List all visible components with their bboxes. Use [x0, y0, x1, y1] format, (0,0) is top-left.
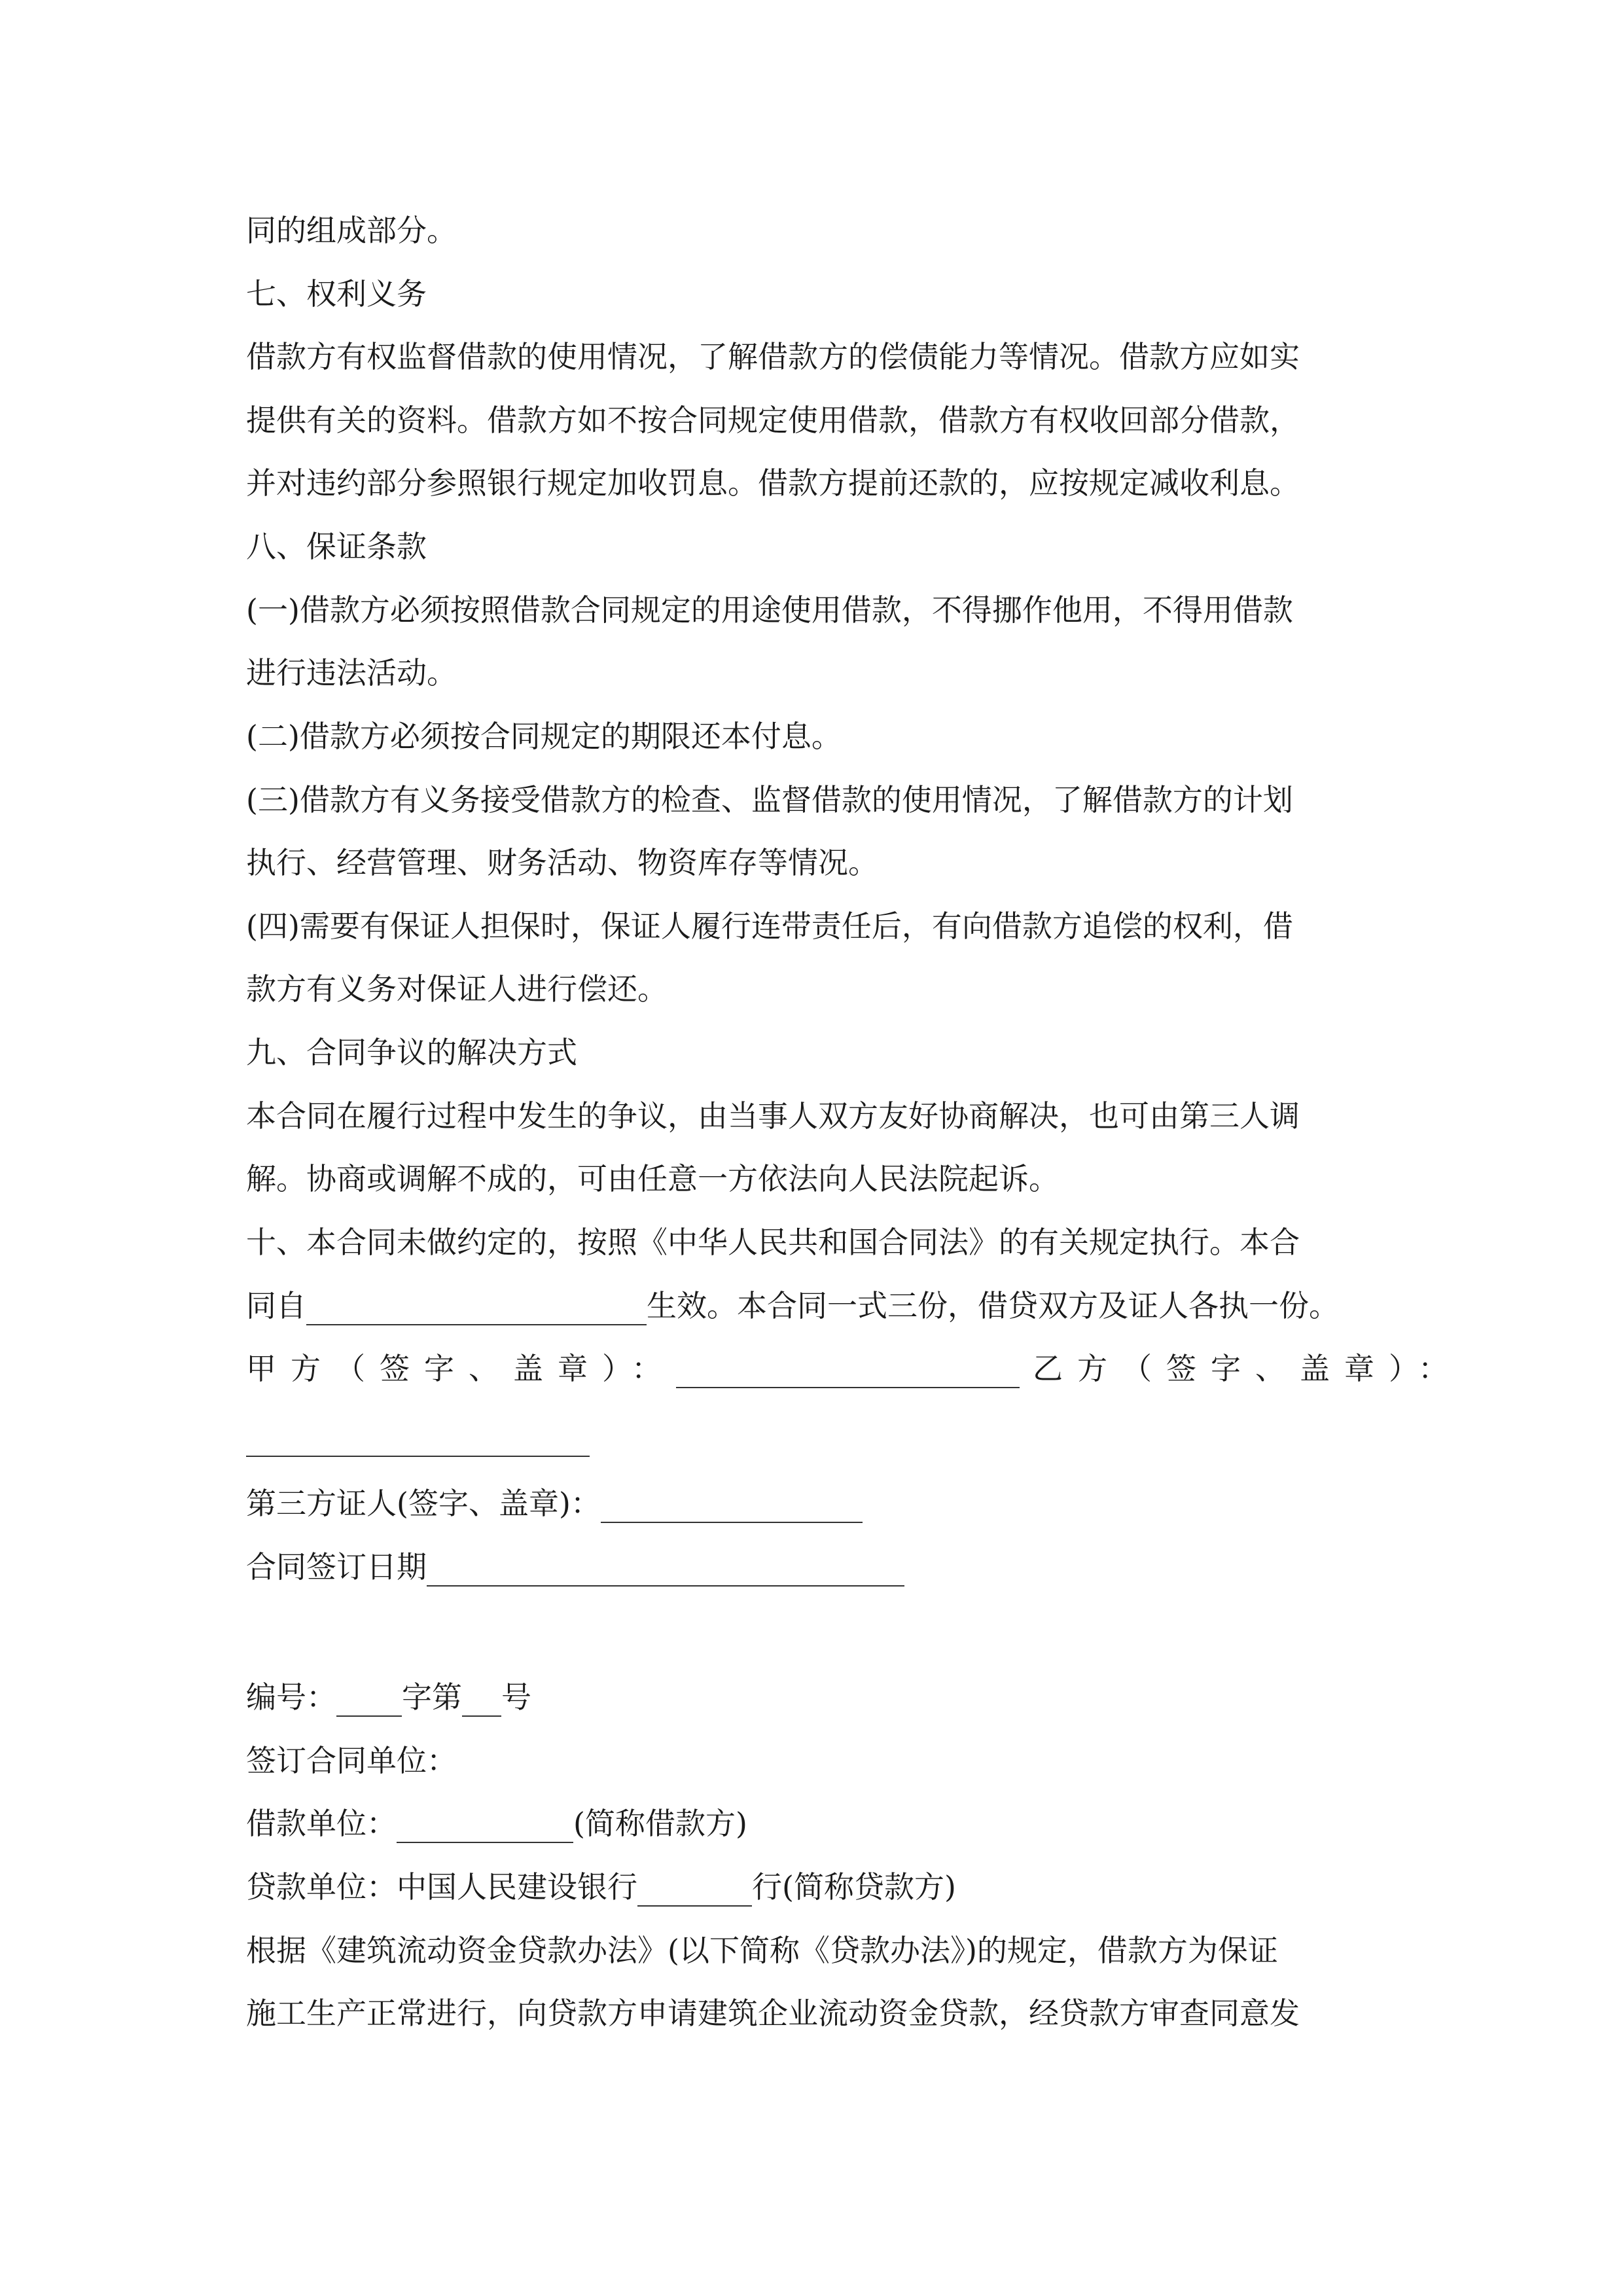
number-blank[interactable] — [462, 1685, 501, 1717]
sign-date-blank[interactable] — [427, 1555, 904, 1587]
paragraph-line: (二)借款方必须按合同规定的期限还本付息。 — [246, 719, 842, 754]
contract-number-line — [246, 1677, 1398, 1717]
third-party-line — [246, 1484, 1398, 1523]
effective-date-blank[interactable] — [306, 1294, 647, 1325]
third-party-label: 第三方证人(签字、盖章)： — [246, 1486, 601, 1521]
number-word-blank[interactable] — [336, 1685, 402, 1717]
party-a-label: 甲方（签字、盖章）： — [246, 1351, 676, 1386]
paragraph-line: 借款方有权监督借款的使用情况，了解借款方的偿债能力等情况。借款方应如实 — [246, 339, 1300, 374]
paragraph-line: (一)借款方必须按照借款合同规定的用途使用借款，不得挪作他用，不得用借款 — [246, 592, 1293, 628]
paragraph-line: 执行、经营管理、财务活动、物资库存等情况。 — [246, 845, 878, 880]
party-a-signature-blank[interactable] — [676, 1357, 1020, 1388]
lender-suffix: 行(简称贷款方) — [752, 1869, 956, 1905]
third-party-signature-blank[interactable] — [601, 1492, 863, 1523]
number-mid: 字第 — [402, 1679, 462, 1715]
number-suffix: 号 — [501, 1679, 531, 1715]
paragraph-line: 解。协商或调解不成的，可由任意一方依法向人民法院起诉。 — [246, 1161, 1059, 1196]
paragraph-line: 提供有关的资料。借款方如不按合同规定使用借款，借款方有权收回部分借款， — [246, 403, 1300, 438]
party-b-signature-blank[interactable] — [246, 1456, 590, 1457]
paragraph-line: 本合同在履行过程中发生的争议，由当事人双方友好协商解决，也可由第三人调 — [246, 1098, 1300, 1134]
section-7-heading: 七、权利义务 — [246, 276, 427, 312]
lender-label: 贷款单位：中国人民建设银行 — [246, 1869, 637, 1905]
signing-units-heading: 签订合同单位： — [246, 1743, 457, 1778]
party-b-label: 乙方（签字、盖章）： — [1033, 1351, 1463, 1386]
sign-date-line — [246, 1547, 1398, 1587]
borrower-suffix: (简称借款方) — [573, 1806, 747, 1841]
paragraph-line: (四)需要有保证人担保时，保证人履行连带责任后，有向借款方追偿的权利，借 — [246, 908, 1293, 944]
paragraph-line: 施工生产正常进行，向贷款方申请建筑企业流动资金贷款，经贷款方审查同意发 — [246, 1996, 1300, 2031]
paragraph-line: 同的组成部分。 — [246, 213, 457, 248]
paragraph-line: 款方有义务对保证人进行偿还。 — [246, 971, 668, 1007]
lender-branch-blank[interactable] — [637, 1875, 752, 1907]
paragraph-line: 进行违法活动。 — [246, 655, 457, 691]
paragraph-line: 根据《建筑流动资金贷款办法》(以下简称《贷款办法》)的规定，借款方为保证 — [246, 1933, 1278, 1968]
section-8-heading: 八、保证条款 — [246, 529, 427, 564]
effective-date-line — [246, 1286, 1398, 1325]
borrower-label: 借款单位： — [246, 1806, 397, 1841]
number-prefix: 编号： — [246, 1679, 336, 1715]
paragraph-line: (三)借款方有义务接受借款方的检查、监督借款的使用情况，了解借款方的计划 — [246, 782, 1293, 817]
effective-suffix: 生效。本合同一式三份，借贷双方及证人各执一份。 — [647, 1288, 1339, 1323]
borrower-line — [246, 1804, 1398, 1843]
paragraph-line: 十、本合同未做约定的，按照《中华人民共和国合同法》的有关规定执行。本合 — [246, 1225, 1300, 1260]
paragraph-line: 并对违约部分参照银行规定加收罚息。借款方提前还款的，应按规定减收利息。 — [246, 465, 1300, 501]
effective-prefix: 同自 — [246, 1288, 306, 1323]
sign-date-label: 合同签订日期 — [246, 1549, 427, 1585]
borrower-blank[interactable] — [397, 1812, 573, 1843]
lender-line — [246, 1867, 1398, 1907]
section-9-heading: 九、合同争议的解决方式 — [246, 1035, 577, 1070]
signature-line — [246, 1349, 1463, 1388]
